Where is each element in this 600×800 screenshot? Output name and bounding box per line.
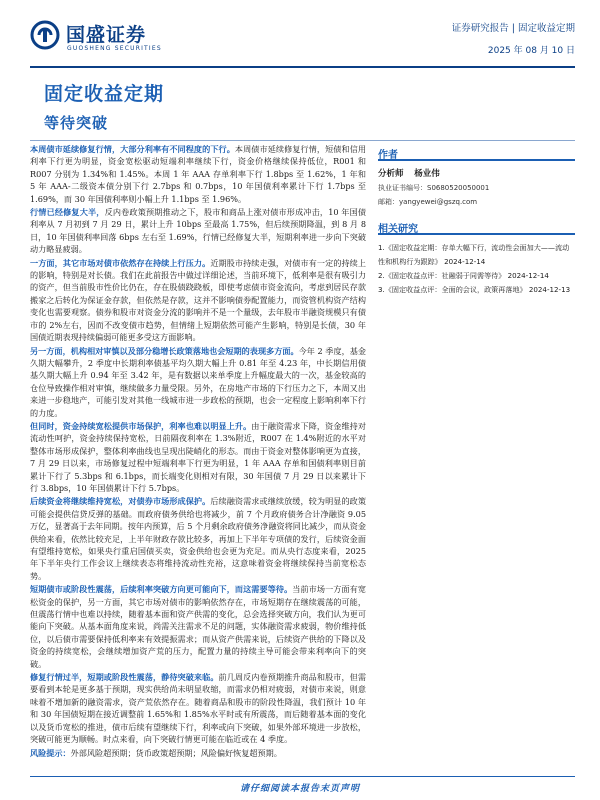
paragraph — [30, 671, 366, 745]
guosheng-logo — [30, 20, 200, 60]
paragraph-lead: 风险提示： — [30, 747, 71, 758]
related-item[interactable]: 2.《固定收益点评：社融弱于同需等待》 2024-12-14 — [378, 271, 549, 280]
author-heading-bar — [378, 143, 575, 161]
paragraph-text: 当前市场一方面有宽松资金的保护，另一方面，其它市场对债市的影响依然存在，市场短期存在继续震荡的可能，但震荡行情中也难以持续，随着基本面和资产供需的变化，总会选择突破方向，我们认为更可能向下突破。从基本面角度来说，尚需关注需求不足的问题，实体融资需求疲弱，物价维持低位，以后债市需要保持低利率来有效提振需求；而从资产供需来说，后续资产供给的下降以及资金的持续宽松，会继续增加资产荒的压力，配置力量的持续主导可能会带来利率向下的突破。 — [30, 584, 366, 669]
analyst-row — [378, 167, 575, 179]
license-number: 执业证书编号：S0680520050001 — [378, 184, 490, 192]
report-header — [30, 14, 575, 64]
footer-disclaimer: 请仔细阅读本报告末页声明 — [239, 784, 360, 794]
logo-text-en: GUOSHENG SECURITIES — [67, 45, 162, 52]
paragraph-text: 本周债市延续修复行情，短债和信用利率下行更为明显，资金宽松驱动短端利率继续下行，资金价格继续保持低位，R001 和 R007 分别为 1.34%和 1.45%。本周 1 年 AAA 存单利率下行 1.8bps 至 1.62%，1 年和 5 年 AAA-二级资本债分别下行 2.7bps 和 0.7bps，10 年国债利率累计下行 1.7bps 至 1.69%，而 30 年国债利率则小幅上升 1.1bps 至 1.96%。 — [30, 144, 366, 204]
paragraph-text: 外部风险超预期；货币政策超预期；风险偏好恢复超预期。 — [70, 747, 282, 758]
report-title: 固定收益定期 — [44, 83, 165, 105]
paragraph — [30, 420, 366, 494]
report-subtitle: 等待突破 — [44, 114, 109, 132]
related-research-list — [378, 241, 575, 297]
paragraph-lead: 后续资金将继续维持宽松，对债券市场形成保护。 — [30, 496, 211, 507]
paragraph-text: 近期股市持续走强，对债市有一定的持续上的影响，特别是对长债。我们在此前报告中做过详细论述，当前环境下，低利率是很有吸引力的资产，但当前股市性价比仍在，存在股债跷跷板，即使考虑债市资金流向，考虑到居民存款搬家之后转化为保证金存款，但依然是存款，这并不影响债券配置能力，而资管机构资产结构变化也需要观察。债券和股市对资金分流的影响并不是一个量级，去年股市半融资规模只有债市的 2%左右，因而不改变债市趋势，但情绪上短期依然可能产生影响，特别是长债，30 年国债近期表现持续偏弱可能更多受这方面影响。 — [30, 257, 366, 343]
paragraph-text: 后续融资需求或继续放缓，较为明显的政策可能会提供信贷反弹的基础。而政府债务供给也将减少，前 7 个月政府债务合计净融资 9.05 万亿，显著高于去年同期。按年内预算，后 5 个月剩余政府债务净融资将同比减少，而从资金供给来看，依然比较充足，上半年财政存款比较多，再加上下半年专项债的发行，后续资金面有望维持宽松，如果央行重启国债买卖，资金供给也会更为充足。而从央行态度来看，2025 年下半年央行工作会议上继续表态将维持流动性充裕，这意味着资金将继续保持当前宽松态势。 — [30, 496, 366, 581]
risk-warning — [30, 747, 366, 759]
paragraph — [30, 495, 366, 582]
paragraph — [30, 345, 366, 419]
paragraph-text: 由于融资需求下降，资金维持对流动性呵护，资金持续保持宽松，日前隔夜利率在 1.3%附近，R007 在 1.4%附近的水平对整体市场形成保护，整体利率曲线也呈现出陡峭化的形态。而由于资金对整体影响更为直接，7 月 29 日以来，市场修复过程中短端利率下行更为明显，1 年 AAA 存单和国债利率则目前累计下行了 5.3bps 和 6.1bps，而长端变化则相对有限，30 年国债 7 月 29 日以来累计下行 3.8bps，10 年国债累计下行 5.7bps。 — [30, 420, 366, 493]
paragraph — [30, 206, 366, 256]
paragraph-text: 前几周反内卷预期推升商品和股市，但需要看到本轮是更多基于预期，现实供给尚未明显收缩，而需求仍相对疲弱，对债市来说，则意味着不增加新的融资需求，资产荒依然存在。随着商品和股市的阶段性降温，我们预计 10 年和 30 年国债短期在接近调整前 1.65%和 1.85%水平时或有所震荡，而后随着基本面的变化以及货币宽松的推进，债市后续有望继续下行，利率或向下突破，如果外部环境进一步放松，突破可能更为顺畅。时点来看，向下突破行情更可能在临近或在 4 季度。 — [30, 672, 366, 745]
paragraph-lead: 短期债市或阶段性震荡，后续利率突破方向更可能向下，而这需要等待。 — [30, 584, 293, 595]
analyst-email[interactable]: 邮箱：yangyewei@gszq.com — [378, 198, 478, 206]
logo-text-cn: 国盛证券 — [66, 24, 147, 46]
footer-divider — [30, 776, 575, 777]
related-heading: 相关研究 — [378, 224, 418, 235]
paragraph-lead: 本周债市延续修复行情，大部分利率有不同程度的下行。 — [30, 144, 235, 154]
analyst-label: 分析师 — [378, 169, 404, 179]
report-body — [30, 143, 366, 763]
paragraph-text: 今年 2 季度，基金久期大幅攀升，2 季度中长期利率债基平均久期大幅上升 0.81 年至 4.23 年，中长期信用债基久期大幅上升 0.94 年至 3.42 年，是有数据以来单季度上升幅度最大的一次，基金较高的仓位导致操作相对审慎，继续做多力量受限。另外，在房地产市场的下行压力之下，本周又出来进一步稳地产，可能引发对其他一线城市进一步政松的预期，也会一定程度上影响利率下行的力度。 — [30, 345, 366, 418]
analyst-name: 杨业伟 — [414, 169, 440, 179]
paragraph-lead: 行情已经修复大半， — [30, 207, 105, 218]
paragraph — [30, 583, 366, 670]
report-category: 证券研究报告 | 固定收益定期 — [451, 23, 575, 34]
logo-icon — [30, 20, 60, 50]
paragraph-text: 反内卷政策预期推动之下，股市和商品上涨对债市形成冲击，10 年国债利率从 7 月初到 7 月 29 日，累计上升 10bps 至最高 1.75%，但后续预期降温，到 8 月 8 日，10 年国债利率回落 6bps 左右至 1.69%，行情已经修复大半，短期利率进一步向下突破动力略显疲弱。 — [30, 207, 366, 255]
header-divider — [30, 66, 575, 68]
paragraph-lead: 另一方面，机构相对审慎以及部分稳增长政策落地也会短期的表现多方面。 — [30, 345, 299, 356]
paragraph-lead: 修复行情过半，短期或阶段性震荡，静待突破来临。 — [30, 672, 219, 683]
sidebar — [378, 143, 575, 297]
author-heading: 作者 — [378, 150, 398, 161]
related-item[interactable]: 3.《固定收益点评：全面的会议，政策再落地》 2024-12-13 — [378, 285, 571, 294]
paragraph-lead: 但同时，资金持续宽松提供市场保护，利率也难以明显上升。 — [30, 420, 252, 431]
paragraph — [30, 257, 366, 344]
paragraph-lead: 一方面，其它市场对债市依然存在持续上行压力。 — [30, 257, 211, 268]
paragraph — [30, 143, 366, 205]
report-date: 2025 年 08 月 10 日 — [487, 46, 575, 56]
related-heading-bar — [378, 217, 575, 235]
body-divider — [30, 140, 575, 141]
related-item[interactable]: 1.《固定收益定期：存单大幅下行，流动性会面加大——流动性和机构行为跟踪》 2024-12-14 — [378, 243, 570, 266]
